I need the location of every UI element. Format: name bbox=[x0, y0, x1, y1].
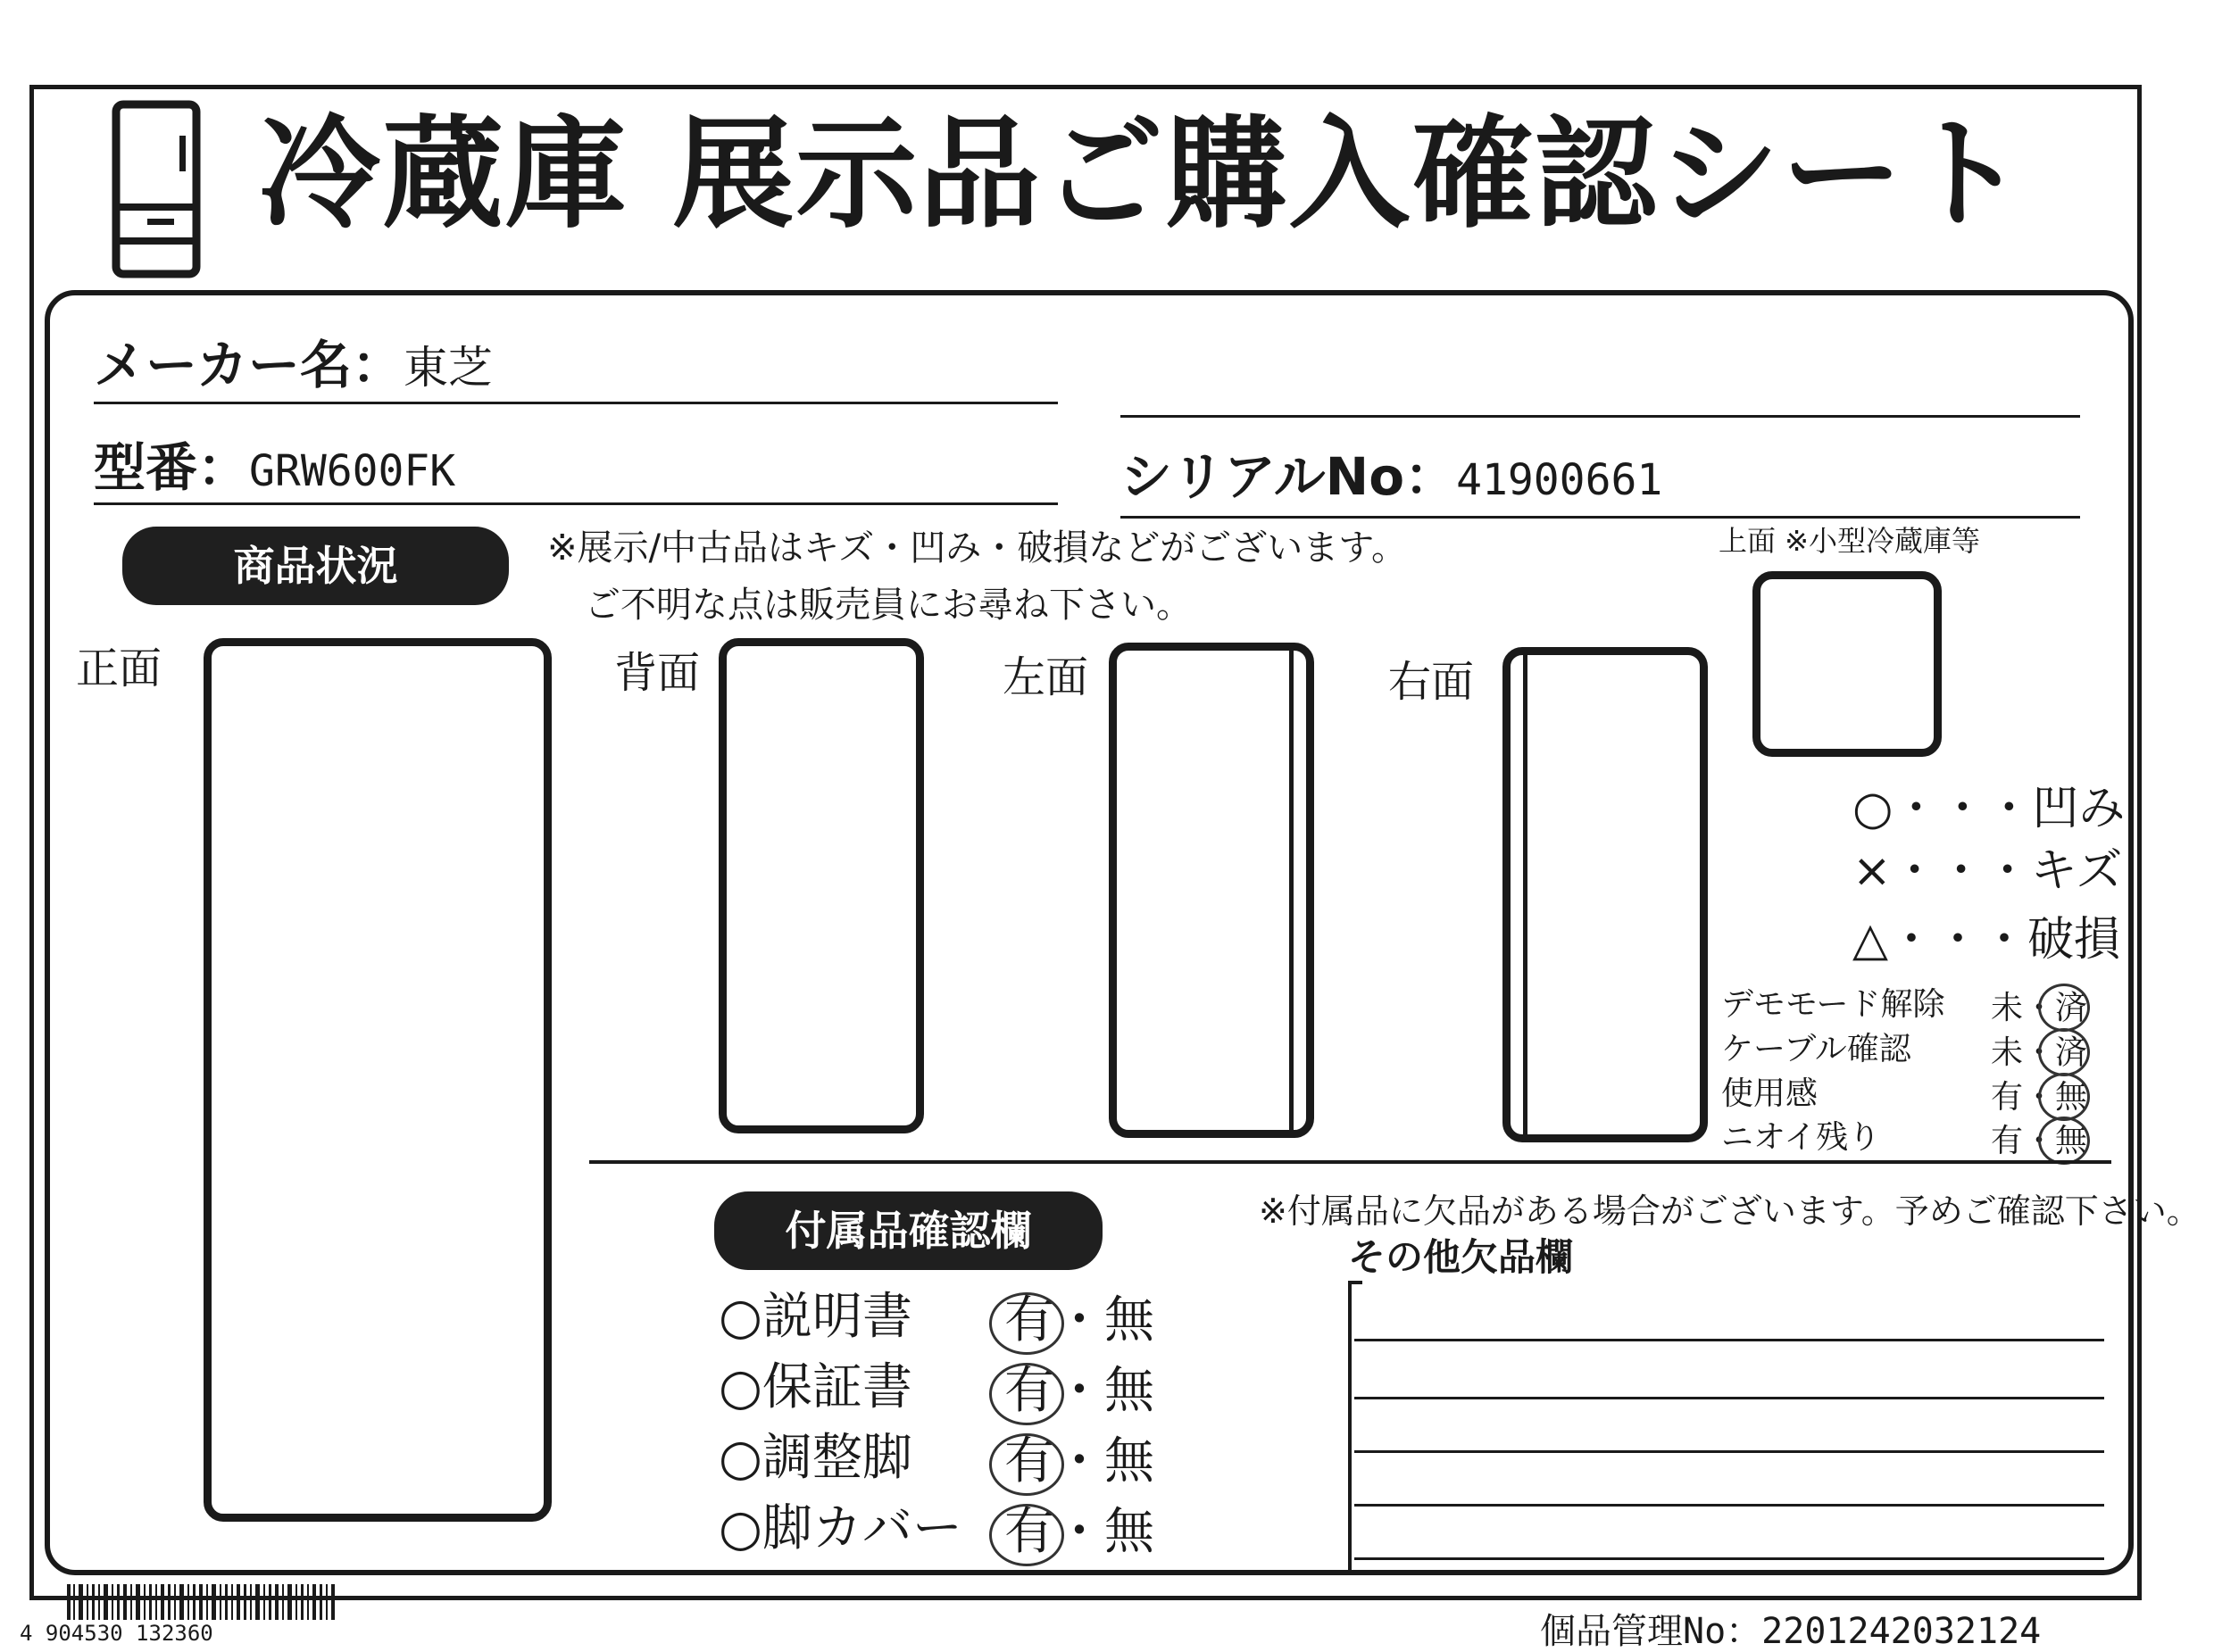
model-value: GRW600FK bbox=[249, 446, 456, 496]
top-diagram-box[interactable] bbox=[1752, 571, 1942, 757]
acc-cover-label: ○脚カバー bbox=[719, 1499, 962, 1557]
page-title: 冷蔵庫 展示品ご購入確認シート bbox=[259, 104, 2028, 245]
other-missing-line-4[interactable] bbox=[1354, 1504, 2104, 1507]
accessories-note: ※付属品に欠品がある場合がございます。予めご確認下さい。 bbox=[1259, 1191, 2201, 1231]
front-diagram-box[interactable] bbox=[204, 638, 552, 1522]
maker-row bbox=[94, 335, 493, 395]
other-missing-line-5[interactable] bbox=[1354, 1557, 2104, 1560]
check-odor-options[interactable]: 有・無 bbox=[1991, 1123, 2088, 1159]
maker-value: 東芝 bbox=[403, 342, 493, 394]
model-label: 型番： bbox=[94, 437, 250, 498]
acc-warranty-options[interactable]: 有・無 bbox=[1004, 1362, 1154, 1420]
check-cable-options[interactable]: 未・済 bbox=[1991, 1034, 2088, 1071]
check-demo-label: デモモード解除 bbox=[1721, 986, 1945, 1023]
check-usage-options[interactable]: 有・無 bbox=[1991, 1079, 2088, 1116]
inquiry-note: ご不明な点は販売員にお尋ね下さい。 bbox=[585, 585, 1192, 626]
check-cable-label: ケーブル確認 bbox=[1721, 1031, 1911, 1067]
circle-mark bbox=[2038, 984, 2090, 1032]
left-diagram-box[interactable] bbox=[1109, 643, 1314, 1138]
left-label: 左面 bbox=[1003, 652, 1089, 702]
acc-cover-options[interactable]: 有・無 bbox=[1004, 1503, 1154, 1561]
legend-scratch: ×・・・キズ bbox=[1852, 844, 2123, 898]
maker-underline bbox=[94, 402, 1058, 404]
acc-feet-options[interactable]: 有・無 bbox=[1004, 1432, 1154, 1490]
right-door-edge bbox=[1523, 655, 1527, 1134]
acc-manual-options[interactable]: 有・無 bbox=[1004, 1291, 1154, 1349]
circle-mark bbox=[2038, 1117, 2090, 1165]
circle-mark bbox=[989, 1292, 1064, 1355]
circle-mark bbox=[989, 1363, 1064, 1425]
model-underline bbox=[94, 502, 1058, 505]
check-demo-options[interactable]: 未・済 bbox=[1991, 990, 2088, 1026]
circle-mark bbox=[2038, 1028, 2090, 1076]
circle-mark bbox=[989, 1504, 1064, 1566]
top-label: 上面 ※小型冷蔵庫等 bbox=[1719, 524, 1980, 558]
serial-underline bbox=[1120, 516, 2080, 519]
serial-value: 41900661 bbox=[1456, 455, 1663, 505]
other-missing-line-3[interactable] bbox=[1354, 1450, 2104, 1453]
maker-label: メーカー名： bbox=[94, 335, 404, 395]
front-label: 正面 bbox=[76, 643, 162, 693]
check-usage-label: 使用感 bbox=[1721, 1075, 1819, 1112]
circle-mark bbox=[989, 1433, 1064, 1496]
other-missing-line-1[interactable] bbox=[1354, 1339, 2104, 1341]
accessories-pill: 付属品確認欄 bbox=[714, 1191, 1103, 1270]
model-row bbox=[94, 437, 456, 498]
other-missing-label: その他欠品欄 bbox=[1348, 1235, 1574, 1279]
circle-symbol: ○ bbox=[1852, 782, 1894, 835]
blank-underline bbox=[1120, 415, 2080, 418]
back-label: 背面 bbox=[614, 648, 701, 698]
other-missing-bracket bbox=[1348, 1281, 1362, 1573]
acc-warranty-label: ○保証書 bbox=[719, 1358, 912, 1416]
left-door-edge bbox=[1289, 651, 1294, 1130]
circle-mark bbox=[2038, 1073, 2090, 1121]
triangle-symbol: △ bbox=[1852, 913, 1888, 967]
damage-note: ※展示/中古品はキズ・凹み・破損などがございます。 bbox=[547, 527, 1407, 569]
management-number: 個品管理No：2201242032124 bbox=[1540, 1611, 2042, 1652]
section-divider bbox=[589, 1160, 2111, 1164]
serial-label: シリアルNo： bbox=[1120, 446, 1457, 507]
right-label: 右面 bbox=[1388, 657, 1475, 707]
barcode-digits: 4 904530 132360 bbox=[20, 1621, 213, 1646]
right-diagram-box[interactable] bbox=[1502, 647, 1708, 1142]
other-missing-line-2[interactable] bbox=[1354, 1397, 2104, 1399]
fridge-icon bbox=[112, 100, 201, 278]
serial-row bbox=[1120, 446, 1663, 507]
cross-symbol: × bbox=[1852, 844, 1892, 898]
legend-damage: △・・・破損 bbox=[1852, 913, 2121, 967]
back-diagram-box[interactable] bbox=[719, 638, 924, 1133]
acc-feet-label: ○調整脚 bbox=[719, 1429, 912, 1487]
legend-dent: ○・・・凹み bbox=[1852, 782, 2126, 835]
check-odor-label: ニオイ残り bbox=[1721, 1119, 1881, 1156]
condition-pill: 商品状況 bbox=[122, 527, 509, 605]
acc-manual-label: ○説明書 bbox=[719, 1288, 912, 1346]
